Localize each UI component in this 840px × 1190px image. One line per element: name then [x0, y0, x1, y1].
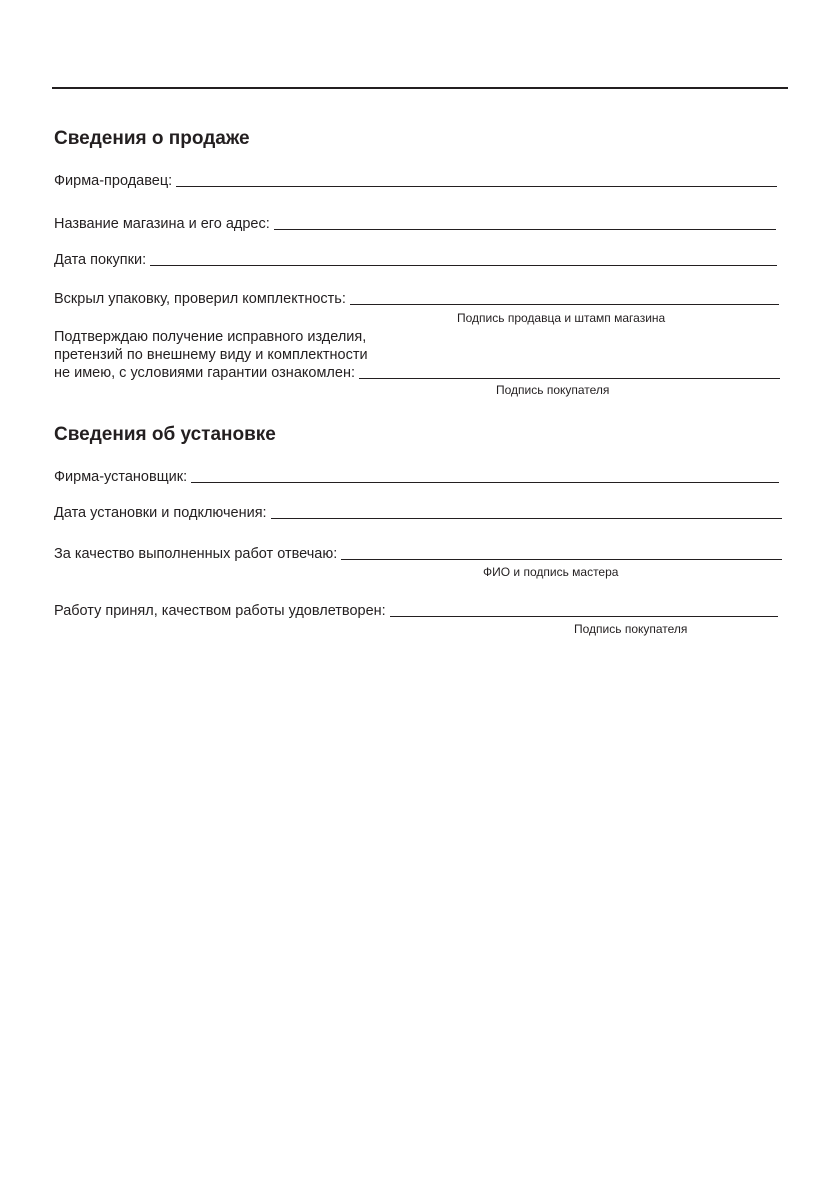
installer-blank-line[interactable] [191, 482, 779, 483]
installer-field [54, 468, 779, 486]
installation-date-blank-line[interactable] [271, 518, 782, 519]
quality-field [54, 545, 782, 563]
opened-field [54, 290, 779, 308]
opened-blank-line[interactable] [350, 304, 779, 305]
confirm-line-1: Подтверждаю получение исправного изделия, [54, 329, 367, 345]
confirm-line-3: не имею, с условиями гарантии ознакомлен: [54, 365, 355, 381]
confirm-field [54, 364, 780, 382]
accepted-label: Работу принял, качеством работы удовлетворен: [54, 603, 386, 619]
accepted-field [54, 602, 778, 620]
purchase-date-field [54, 251, 777, 269]
sale-heading: Сведения о продаже [54, 128, 250, 149]
installation-buyer-signature-caption: Подпись покупателя [574, 622, 688, 636]
accepted-blank-line[interactable] [390, 616, 778, 617]
store-blank-line[interactable] [274, 229, 776, 230]
quality-blank-line[interactable] [341, 559, 782, 560]
store-label: Название магазина и его адрес: [54, 216, 270, 232]
seller-blank-line[interactable] [176, 186, 777, 187]
purchase-date-blank-line[interactable] [150, 265, 777, 266]
confirm-line-2: претензий по внешнему виду и комплектности [54, 347, 368, 363]
installer-label: Фирма-установщик: [54, 469, 188, 485]
seller-field [54, 172, 777, 190]
top-divider [52, 87, 788, 89]
quality-label: За качество выполненных работ отвечаю: [54, 546, 338, 562]
purchase-date-label: Дата покупки: [54, 252, 147, 268]
installation-heading: Сведения об установке [54, 424, 276, 445]
buyer-signature-caption: Подпись покупателя [496, 383, 610, 397]
confirm-blank-line[interactable] [359, 378, 780, 379]
seller-signature-caption: Подпись продавца и штамп магазина [457, 311, 666, 325]
master-signature-caption: ФИО и подпись мастера [483, 565, 619, 579]
installation-date-label: Дата установки и подключения: [54, 505, 267, 521]
store-field [54, 215, 776, 233]
installation-date-field [54, 504, 782, 522]
seller-label: Фирма-продавец: [54, 173, 173, 189]
opened-label: Вскрыл упаковку, проверил комплектность: [54, 291, 346, 307]
